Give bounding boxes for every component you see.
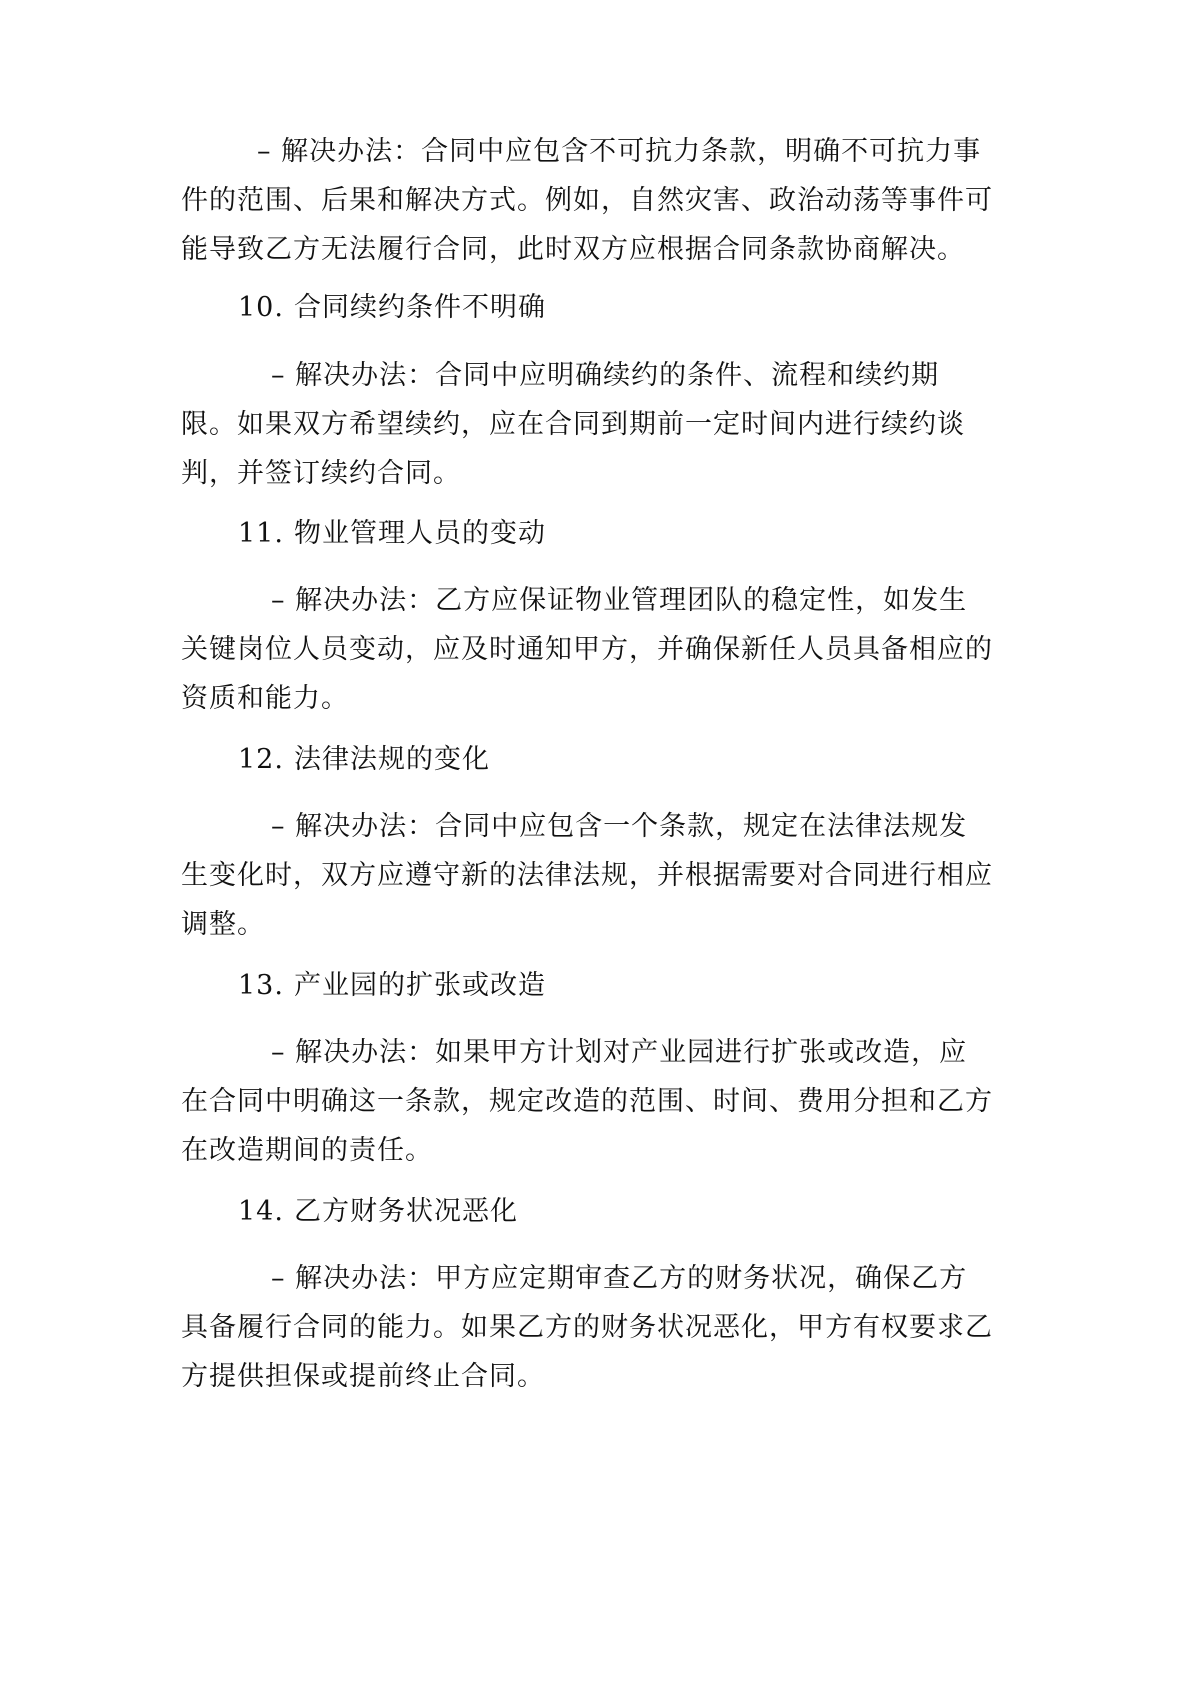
section-title: 法律法规的变化 [294,744,490,775]
section-heading [238,961,546,1010]
solution-paragraph [181,351,1021,498]
paragraph-line: 调整。 [181,909,265,940]
paragraph-line: 在合同中明确这一条款，规定改造的范围、时间、费用分担和乙方 [181,1086,993,1117]
section-heading [238,1187,518,1236]
paragraph-line: 判，并签订续约合同。 [181,458,461,489]
paragraph-line: 关键岗位人员变动，应及时通知甲方，并确保新任人员具备相应的 [181,634,993,665]
solution-paragraph [181,576,1021,723]
section-title: 合同续约条件不明确 [294,292,546,323]
paragraph-line: 资质和能力。 [181,683,349,714]
section-heading [238,735,490,784]
paragraph-line: – 解决办法：合同中应包含一个条款，规定在法律法规发 [271,811,968,842]
section-heading [238,509,546,558]
paragraph-line: – 解决办法：合同中应明确续约的条件、流程和续约期 [271,360,940,391]
section-heading [238,283,546,332]
paragraph-line: 生变化时，双方应遵守新的法律法规，并根据需要对合同进行相应 [181,860,993,891]
paragraph-line: 方提供担保或提前终止合同。 [181,1361,545,1392]
solution-paragraph [181,1254,1021,1401]
section-number: 14. [238,1196,284,1227]
paragraph-line: 限。如果双方希望续约，应在合同到期前一定时间内进行续约谈 [181,409,965,440]
paragraph-line: 能导致乙方无法履行合同，此时双方应根据合同条款协商解决。 [181,234,965,265]
section-title: 产业园的扩张或改造 [294,970,546,1001]
section-number: 10. [238,292,284,323]
paragraph-line: – 解决办法：乙方应保证物业管理团队的稳定性，如发生 [271,585,968,616]
section-title: 乙方财务状况恶化 [294,1196,518,1227]
paragraph-line: 在改造期间的责任。 [181,1135,433,1166]
paragraph-line: – 解决办法：如果甲方计划对产业园进行扩张或改造，应 [271,1037,968,1068]
section-number: 13. [238,970,284,1001]
section-number: 12. [238,744,284,775]
paragraph-line: – 解决办法：合同中应包含不可抗力条款，明确不可抗力事 [257,136,982,167]
paragraph-line: – 解决办法：甲方应定期审查乙方的财务状况，确保乙方 [271,1263,968,1294]
section-number: 11. [238,518,284,549]
section-title: 物业管理人员的变动 [294,518,546,549]
solution-paragraph [181,127,1021,274]
paragraph-line: 具备履行合同的能力。如果乙方的财务状况恶化，甲方有权要求乙 [181,1312,993,1343]
solution-paragraph [181,802,1021,949]
solution-paragraph [181,1028,1021,1175]
paragraph-line: 件的范围、后果和解决方式。例如，自然灾害、政治动荡等事件可 [181,185,993,216]
